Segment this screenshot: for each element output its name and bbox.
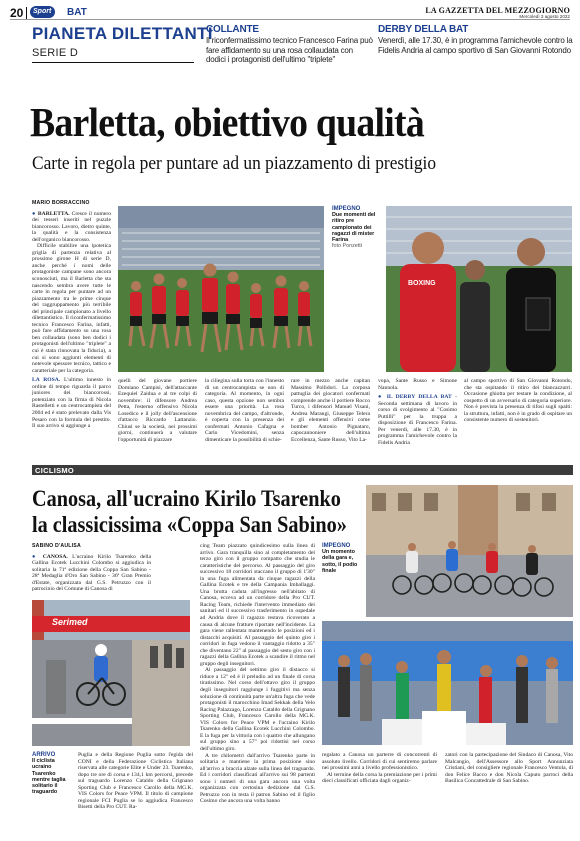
article2-column-5: zatori con la partecipazione del Sindaco di Canosa, Vito Malcangio, dell'Assessore allo Sport Annunziata Cristiani, del consigliere regionale Francesco Ventola, di don Felice Bacco e don Nicola Caputo parroci della Basilica Concattedrale di San Sabino. bbox=[445, 752, 573, 785]
caption3 bbox=[32, 752, 74, 796]
article1-column-5 bbox=[378, 378, 457, 446]
teaser-collante bbox=[206, 24, 374, 65]
teaser-collante-label: COLLANTE bbox=[206, 24, 259, 35]
section-subtitle: SERIE D bbox=[32, 47, 79, 59]
newspaper-name: LA GAZZETTA DEL MEZZOGIORNO bbox=[425, 6, 570, 15]
caption3-text: Il ciclista ucraino Tsarenko mentre taglia solitario il traguardo bbox=[32, 758, 66, 796]
training-photo-right bbox=[386, 206, 572, 372]
banner-brand-text: Serimed bbox=[52, 617, 88, 627]
article1-column-4: rare in mezzo anche capitan Massimo Pollidori. La corposa pattuglia dei giocatori confermati comprende anche il portiere Rocco Turco, i difensori Manuel Visani, Andrea Marangi, Giuseppe Telera e gli elementi offensivi come bomber Antonio Pignataro, capocannoniere dell'ultima Eccellenza, Sante Russo, Vito La- bbox=[291, 378, 370, 443]
sport-badge-label: Sport bbox=[33, 8, 52, 15]
teaser-derby-label: DERBY DELLA BAT bbox=[378, 24, 469, 35]
caption2-label: IMPEGNO bbox=[322, 543, 351, 549]
caption2 bbox=[322, 543, 364, 574]
bullet-icon: ● bbox=[32, 210, 36, 217]
article2-column-3-text: cing Team piazzato quindicesimo sulla linea di arrivo. Gara tranquilla sino al completamento del terzo giro con il gruppo compatto che studia le caratteristiche del percorso. Al passaggio del giro successivo 18 corridori staccano il gruppo di 1'30" in una fuga alimentata da cinque ragazzi della Gallina Ecotek e tre della Campania Imballaggi. Una brutta caduta all'ingresso nell'abitato di Canosa, ecceva ad un corridore della Pro CUT. Racing Team, richiede l'intervento immediato dei sanitari ed il successivo trasferimento in ospedale ad Andria dove il ragazzo restava ricoverato a causa di alcune fratture riportate nell'incidente. La gara viene rallentata mantenendo le posizioni ed i distacchi acquisiti. Al passaggio del quinto giro i corridori in fuga vedono il vantaggio ridotto a 35" che diventano 22" al passaggio del sesto giro con i ragazzi della Gallina Ecotek a scandire il ritmo nel gruppo degli inseguitori. bbox=[200, 543, 315, 667]
podium-photo bbox=[322, 621, 573, 745]
ciclismo-bar bbox=[32, 465, 573, 475]
teaser-derby-text: Venerdì, alle 17.30, è in programma l'amichevole contro la Fidelis Andria al campo sportivo di San Giovanni Rotondo bbox=[378, 36, 573, 55]
jersey-sponsor-text: BOXING bbox=[408, 280, 436, 287]
teaser-collante-text: Il riconfermatissimo tecnico Francesco Farina può fare affidamento su una rosa collaudata con dodici i protagonisti dell'ultimo "triplete" bbox=[206, 36, 373, 65]
training-photo-left bbox=[118, 206, 324, 372]
issue-date: Mercoledì 3 agosto 2022 bbox=[519, 14, 570, 19]
article2-column-4 bbox=[322, 752, 437, 785]
bullet-icon: ● bbox=[378, 394, 384, 401]
article1-paragraph-2: Difficile stabilire una ipotetica griglia di partenza relativa al prossimo girone H di serie D, anche perché i nomi delle protagoniste campane sono ancora sconosciuti, ma il Barletta che sta nascendo sembra avere tutte le carte in regola per puntare ad un piazzamento tra le prime cinque del raggruppamento più terribile del principale campionato a livello dilettantistico. Il riconfermatissimo tecnico Francesco Farina, infatti, può fare affidamento su una rosa ben collaudata (sono ben dodici i protagonisti dell'ultimo "triplete" a cui è stata rinnovata la fiducia), a cui si sono aggiunti elementi di notevole spessore tecnico, tattico e caratteriale per la categoria. bbox=[32, 243, 111, 374]
caption3-label: ARRIVO bbox=[32, 752, 56, 758]
ciclismo-label: CICLISMO bbox=[35, 466, 75, 475]
brand-label: BAT bbox=[67, 7, 87, 18]
podium-illustration bbox=[322, 621, 573, 745]
article1-column-1 bbox=[32, 200, 111, 430]
bullet-icon: ● bbox=[32, 553, 39, 560]
article2-column-4b-text: Al termine della corsa la premiazione per i primi dieci classificati officiata dagli organiz- bbox=[322, 771, 437, 785]
training-players-illustration bbox=[118, 206, 324, 372]
section-subtitle-rule bbox=[32, 62, 194, 63]
page-number-divider bbox=[26, 7, 27, 19]
article1-byline: MARIO BORRACCINO bbox=[32, 200, 90, 206]
page-number: 20 bbox=[10, 6, 24, 20]
article1-column-5-text: vopa, Sante Russo e Simone Nannola. bbox=[378, 378, 457, 391]
article1-derby-tag: IL DERBY DELLA BAT bbox=[386, 394, 452, 401]
page-header bbox=[10, 6, 570, 20]
sport-badge bbox=[30, 6, 55, 18]
finish-line-photo bbox=[32, 600, 190, 746]
coach-with-players-illustration bbox=[386, 206, 572, 372]
article2-column-3b-text: Al passaggio del settimo giro il distacco si riduce a 12" ed è il preludio ad un finale di corsa tiratissimo. Nel corso dell'ottavo giro il gruppo degli inseguitori raggiunge i fuggitivi ma senza soluzione di continuità parte un'altra fuga che vede protagonisti il marocchino Imad Sekkak della Velo Racing Palazzago, Lorenzo Cataldo della Grignano Sporting Club, Francesco Carollo della MG.K. VIS Colors for Peace VPM e l'ucraino Kirilo Tsarenko della Gallina Ecotek Lucchini Colombo. E la fuga per la vittoria con i quattro che allungano sul gruppo sino a 57" poi ridottisi nel corso dell'ultimo giro. bbox=[200, 667, 315, 752]
caption1-credit: foto Ponzetti bbox=[332, 243, 362, 250]
race-photo bbox=[366, 485, 573, 617]
article1-derby-text: - Seconda settimana di lavoro in corso di svolgimento al "Cosimo Puttilli" per la truppa a disposizione di Francesco Farina. Per venerdì, alle 17.30, è in programma l'amichevole contro la Fidelis Andria bbox=[378, 394, 458, 446]
article2-column-2: Puglia e della Regione Puglia sotto l'egida del CONI e della Federazione Ciclistica Italiana riservata alle categorie Elite e Under 23. Tsarenko, dopo tre ore di corsa e 134,1 km percorsi, precede sul traguardo Lorenzo Cataldo della Grignano Sporting Club e Francesco Carollo della MG.K. VIS Colors for Peace VPM. Il titolo di campione regionale FCI Puglia se lo aggiudica Francesco Bisetti della Pro CUT. Ra- bbox=[78, 752, 193, 811]
article1-column-6: al campo sportivo di San Giovanni Rotondo, che sta ospitando il ritiro dei biancazzurri. Occasione ghiotta per testare la condizione, al cospetto di un avversario di categoria superiore. Non è prevista la presenza di tifosi sugli spalti: la struttura, infatti, non è in grado di ospitare un consistente numero di sostenitori. bbox=[464, 378, 572, 424]
caption1-label: IMPEGNO bbox=[332, 206, 361, 212]
article2-column-1 bbox=[32, 543, 151, 593]
caption1-text: Due momenti del ritiro pre campionato dei ragazzi di mister Farina bbox=[332, 212, 376, 244]
article1-paragraph-1: Cresce il numero dei tesseri inseriti nel puzzle biancorosso. Lavoro, dietro quinte, la qualità e la consistenza dell'organico biancorosso. bbox=[32, 210, 111, 243]
article2-column-3 bbox=[200, 543, 315, 805]
article1-lead-tag: BARLETTA. bbox=[37, 210, 70, 217]
article2-column-3c-text: A tre chilometri dall'arrivo Tsarenko parte in solitaria e mantiene la prima posizione sino all'arrivo a braccia alzate sulla linea del traguardo. Ed i corridori classificati all'arrivo sui 98 partenti sono i numeri di una gara ancora una volta organizzata con certosina dedizione dal G.S. Petruzzo con in testa il patron Sabino ed il figlio Cosimo che ancora una volta hanno bbox=[200, 752, 315, 805]
article1-column-2: quelli del giovane portiere Domiano Campisi, dell'attaccante Ezequiel Zaidua e al tre colpi di novembre: il difensore Andrea Petta, l'esterno offensivo Nicola Losedico e il jolly dell'ascensione d'attacco Riccardo Lattanzio. Chiusi se la società, nei prossimi giorni, continuerà a valutare l'opportunità di piazzare bbox=[118, 378, 197, 443]
article2-headline-line-1: Canosa, all'ucraino Kirilo Tsarenko bbox=[32, 486, 341, 511]
article2-lead-tag: CANOSA. bbox=[42, 553, 68, 560]
race-peloton-illustration bbox=[366, 485, 573, 617]
caption1 bbox=[332, 206, 382, 250]
article1-paragraph-3: L'ultimo innesto in ordine di tempo riguarda il parco juniores dei biancorossi, potenziato con la firma di Nicola Rastelletti e un centrocampista del 2004 ed è stato prelevato dalla Vis Pesaro con la formula del prestito. Il suo arrivo si aggiunge a bbox=[32, 377, 111, 430]
article2-headline bbox=[32, 486, 362, 538]
article1-column-3: la ciliegina sulla torta con l'innesto di un centrocampista se non di categoria. Al momento, in ogni caso, questa opzione non sembra essere una priorità. La rosa novembrica del campo, d'altronde, è coperta con la presenza dei confermati Antonio Cafagna e Carlo Vicedomini, senza dimenticare la possibilità di schie- bbox=[205, 378, 284, 443]
article1-headline: Barletta, obiettivo qualità bbox=[30, 99, 424, 145]
article2-byline: SABINO D'AULISA bbox=[32, 543, 81, 549]
article1-la-rosa-tag: LA ROSA. bbox=[32, 377, 61, 384]
article2-column-4-text: regalato a Canosa un parterre di concorrenti di assoluto livello. Corridori di cui sentiremo parlare nei prossimi anni a livello professionistico. bbox=[322, 752, 437, 772]
teaser-derby bbox=[378, 24, 574, 55]
article2-headline-line-2: la classicissima «Coppa San Sabino» bbox=[32, 512, 347, 537]
article2-paragraph-1: L'ucraino Kirilo Tsarenko della Gallina Ecotek Lucchini Colombo si aggiudica in solitaria la 71ª edizione della Coppa San Sabino - 28ª Medaglia d'Oro San Sabino - 36ª Gran Premio d'Estate, organizzata dal G.S. Petruzzo con il patrocinio del Comune di Canosa di bbox=[32, 553, 151, 593]
article1-subhead: Carte in regola per puntare ad un piazzamento di prestigio bbox=[32, 153, 437, 174]
section-title: PIANETA DILETTANTI bbox=[32, 24, 213, 43]
caption2-text: Un momento della gara e, sotto, il podio finale bbox=[322, 549, 358, 574]
